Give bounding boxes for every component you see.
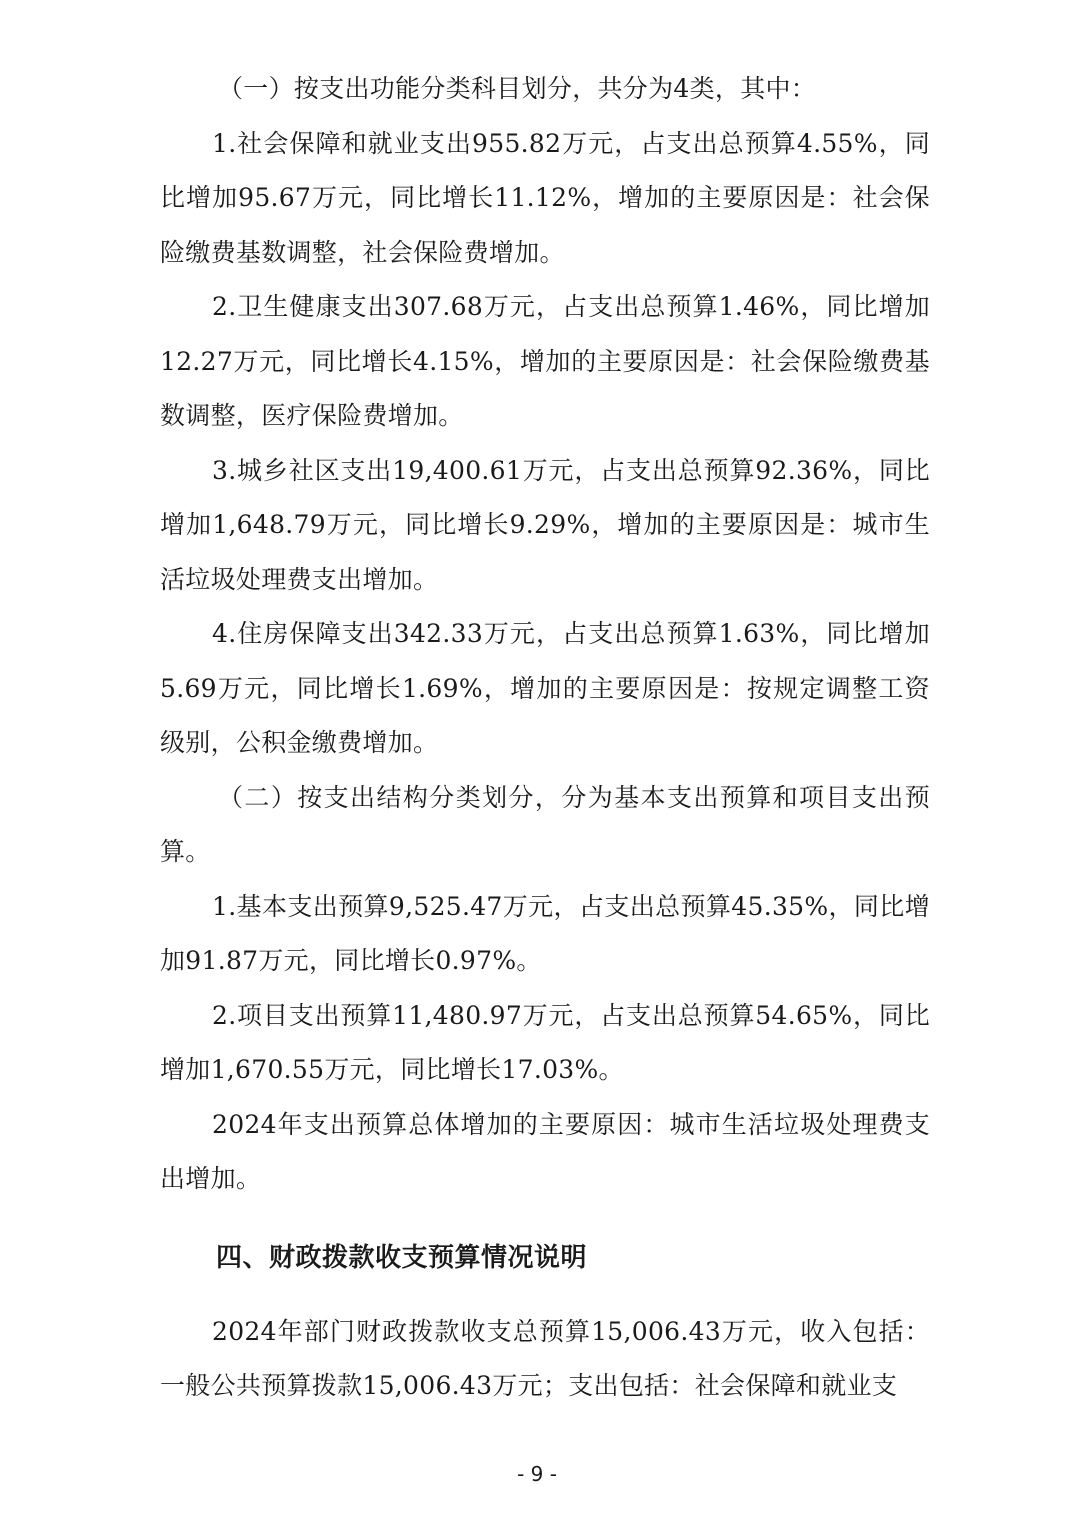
section-heading: 四、财政拨款收支预算情况说明 <box>216 1242 588 1273</box>
paragraph-overall-increase-reason: 2024年支出预算总体增加的主要原因：城市生活垃圾处理费支出增加。 <box>160 1109 930 1193</box>
paragraph-project-expenditure: 2.项目支出预算11,480.97万元，占支出总预算54.65%，同比增加1,670.55万元，同比增长17.03%。 <box>160 1000 930 1084</box>
paragraph-structure-classification-intro: （二）按支出结构分类划分，分为基本支出预算和项目支出预算。 <box>160 782 930 866</box>
paragraph-housing-security: 4.住房保障支出342.33万元，占支出总预算1.63%，同比增加5.69万元，同比增长1.69%，增加的主要原因是：按规定调整工资级别，公积金缴费增加。 <box>160 619 930 757</box>
paragraph-basic-expenditure: 1.基本支出预算9,525.47万元，占支出总预算45.35%，同比增加91.87万元，同比增长0.97%。 <box>160 891 930 975</box>
page-number: - 9 - <box>517 1462 557 1486</box>
paragraph-health: 2.卫生健康支出307.68万元，占支出总预算1.46%，同比增加12.27万元，同比增长4.15%，增加的主要原因是：社会保险缴费基数调整，医疗保险费增加。 <box>160 292 930 430</box>
paragraph-fiscal-appropriation: 2024年部门财政拨款收支总预算15,006.43万元，收入包括：一般公共预算拨款15,006.43万元；支出包括：社会保障和就业支 <box>160 1316 930 1400</box>
paragraph-function-classification-intro: （一）按支出功能分类科目划分，共分为4类，其中： <box>218 74 817 103</box>
paragraph-urban-rural-community: 3.城乡社区支出19,400.61万元，占支出总预算92.36%，同比增加1,648.79万元，同比增长9.29%，增加的主要原因是：城市生活垃圾处理费支出增加。 <box>160 455 930 594</box>
document-body <box>160 62 930 1414</box>
paragraph-social-security: 1.社会保障和就业支出955.82万元，占支出总预算4.55%，同比增加95.67万元，同比增长11.12%，增加的主要原因是：社会保险缴费基数调整，社会保险费增加。 <box>160 128 930 267</box>
